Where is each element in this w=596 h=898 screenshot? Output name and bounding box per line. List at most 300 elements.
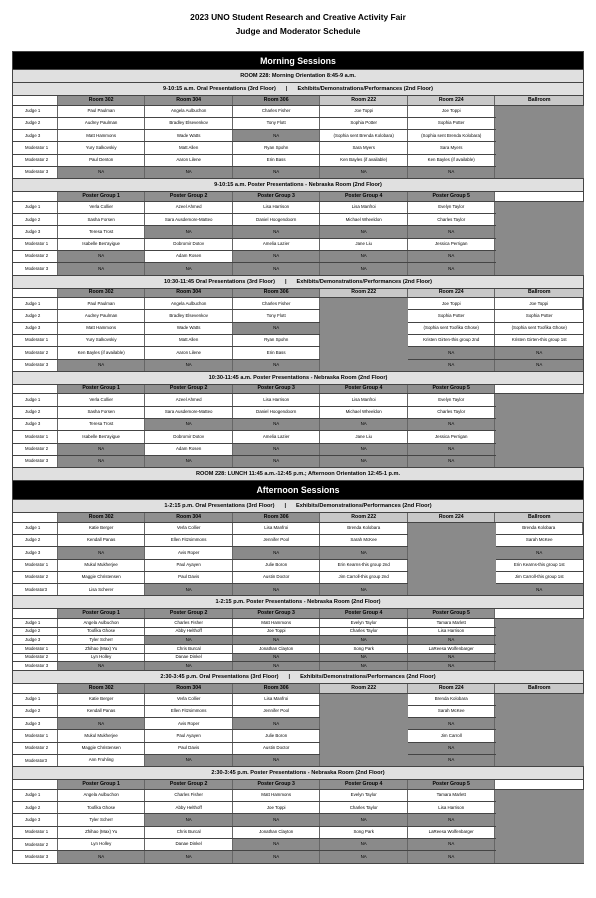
column-header: Room 306: [233, 513, 321, 522]
table-cell: NA: [233, 662, 321, 670]
heading-part: 1-2:15 p.m. Poster Presentations - Nebraska Room (2nd Floor): [215, 599, 381, 606]
table-cell: Joe Toppi: [233, 628, 321, 636]
table-cell: Evelyn Taylor: [320, 790, 408, 801]
column-header: Poster Group 5: [408, 385, 496, 394]
row-label: Moderator 2: [13, 155, 58, 166]
table-cell: Sophia Potter: [408, 310, 496, 321]
table-cell: Tyler Scherr: [58, 814, 146, 825]
table-cell: Amelia Lazier: [233, 239, 321, 250]
table-cell: Charles Taylor: [408, 407, 496, 418]
table-cell: NA: [408, 263, 496, 274]
table-cell: Lyn Holley: [58, 654, 146, 662]
table-cell: Zhihao (Max) Yu: [58, 645, 146, 653]
row-label: Judge 1: [13, 694, 58, 705]
column-header: Room 304: [145, 96, 233, 105]
table-cell: Mukul Mukherjee: [58, 730, 146, 741]
table-cell: Sarah McKee: [408, 706, 496, 717]
table-cell: NA: [145, 263, 233, 274]
column-header-row: [12, 609, 584, 619]
table-cell: NA: [408, 226, 496, 237]
column-header: Ballroom: [495, 513, 583, 522]
column-header: Room 224: [408, 289, 496, 298]
table-cell: Joe Toppi: [320, 106, 408, 117]
row-label: Judge 3: [13, 226, 58, 237]
heading-part: 2:30-3:45 p.m. Poster Presentations - Nebraska Room (2nd Floor): [211, 770, 385, 777]
document-title: 2023 UNO Student Research and Creative Activity Fair: [190, 12, 406, 22]
row-label: Moderator 3: [13, 263, 58, 274]
table-cell: Audrey Paulman: [58, 310, 146, 321]
row-label: Moderator 2: [13, 743, 58, 754]
row-label: Moderator 3: [13, 360, 58, 371]
table-cell: NA: [408, 839, 496, 850]
table-cell: NA: [320, 456, 408, 467]
table-cell: NA: [233, 456, 321, 467]
row-label: Judge 1: [13, 106, 58, 117]
column-header: Room 302: [58, 289, 146, 298]
table-cell: NA: [58, 547, 146, 558]
table-cell: NA: [145, 636, 233, 644]
table-cell: NA: [408, 167, 496, 178]
table-cell: Aaron Lilene: [145, 347, 233, 358]
table-cell: NA: [320, 851, 408, 862]
column-header: Poster Group 5: [408, 192, 496, 201]
table-cell: Dobromir Dotov: [145, 239, 233, 250]
row-label: Moderator 3: [13, 851, 58, 862]
table-cell: Charles Fisher: [145, 790, 233, 801]
table-cell: NA: [58, 662, 146, 670]
table-cell: NA: [58, 851, 146, 862]
table-cell: NA: [233, 263, 321, 274]
row-label: Moderator 1: [13, 335, 58, 346]
table-row: [12, 106, 584, 118]
heading-part: 2:30-3:45 p.m. Oral Presentations (3rd Floor): [160, 674, 279, 681]
corner-cell: [13, 385, 58, 394]
row-label: Moderator 1: [13, 827, 58, 838]
row-label: Moderator 1: [13, 239, 58, 250]
corner-cell: [13, 192, 58, 201]
heading-part: |: [285, 86, 288, 92]
column-header: Poster Group 4: [320, 192, 408, 201]
table-cell: Matt Hammons: [233, 619, 321, 627]
table-cell: NA: [58, 718, 146, 729]
empty-column-block: [496, 694, 584, 767]
column-header: Poster Group 1: [58, 609, 146, 618]
table-cell: NA: [320, 444, 408, 455]
column-header: [495, 609, 583, 618]
session-banner: Morning Sessions: [12, 51, 584, 70]
column-header: Room 302: [58, 684, 146, 693]
heading-part: 10:30-11:45 Oral Presentations (3rd Floor): [163, 278, 275, 285]
table-cell: Sarah McKee: [525, 537, 553, 543]
table-row: [12, 790, 584, 802]
table-cell: NA: [233, 636, 321, 644]
column-header: Room 302: [58, 513, 146, 522]
table-cell: Michael Wheeldon: [320, 407, 408, 418]
corner-cell: [13, 609, 58, 618]
table-cell: NA: [495, 584, 583, 595]
table-cell: NA: [233, 851, 321, 862]
table-cell: NA: [320, 226, 408, 237]
table-cell: Daniel Hoogendoorn: [233, 214, 321, 225]
column-header: Poster Group 5: [408, 780, 496, 789]
table-cell: NA: [145, 419, 233, 430]
corner-cell: [13, 684, 58, 693]
column-header: Poster Group 3: [233, 385, 321, 394]
table-cell: NA: [145, 584, 233, 595]
row-label: Judge 2: [13, 802, 58, 813]
table-cell: Sophia Potter: [408, 118, 496, 129]
table-cell: Sara Myers: [320, 142, 408, 153]
row-label: Moderator 2: [13, 347, 58, 358]
block-heading: [12, 83, 584, 96]
row-label: Moderator 3: [13, 167, 58, 178]
table-cell: Paul Paulman: [58, 106, 146, 117]
table-cell: NA: [495, 360, 583, 371]
column-header: Ballroom: [495, 96, 583, 105]
table-cell: NA: [233, 839, 321, 850]
table-cell: Charles Taylor: [320, 628, 408, 636]
empty-column-block: [408, 523, 496, 596]
row-label: Judge 3: [13, 323, 58, 334]
table-cell: NA: [320, 662, 408, 670]
table-cell: NA: [233, 547, 321, 558]
table-cell: Evelyn Taylor: [408, 394, 496, 405]
table-cell: NA: [408, 718, 496, 729]
heading-part: Exhibits/Demonstrations/Performances (2nd Floor): [296, 503, 432, 510]
empty-column-block: [496, 106, 584, 179]
table-cell: NA: [320, 251, 408, 262]
row-label: Judge 1: [13, 523, 58, 534]
empty-column-block: [496, 790, 584, 863]
table-cell: Charles Taylor: [320, 802, 408, 813]
table-cell: NA: [58, 456, 146, 467]
table-cell: Paul Ayayen: [145, 560, 233, 571]
table-cell: Sophia Potter: [525, 312, 553, 318]
table-cell: Azeel Ahmed: [145, 202, 233, 213]
table-cell: Kristen Girten-this group 1st: [511, 337, 567, 343]
table-cell: NA: [408, 743, 496, 754]
table-row: [12, 547, 584, 559]
table-row: [12, 310, 584, 322]
table-cell: Joe Toppi: [408, 298, 496, 309]
table-cell: Katie Berger: [58, 523, 146, 534]
table-cell: Jim Carroll-this group 1st: [514, 574, 564, 580]
heading-part: |: [288, 674, 291, 681]
table-cell: Sara Myers: [408, 142, 496, 153]
table-cell: Sophia Potter: [320, 118, 408, 129]
row-label: Moderator3: [13, 584, 58, 595]
table-cell: Ellen Fitzsimmons: [145, 706, 233, 717]
table-cell: Jane Liu: [320, 239, 408, 250]
table-cell: Verla Collier: [145, 523, 233, 534]
table-cell: Zhihao (Max) Yu: [58, 827, 146, 838]
corner-cell: [13, 513, 58, 522]
table-cell: NA: [320, 814, 408, 825]
table-cell: NA: [145, 167, 233, 178]
table-cell: Daniel Hoogendoorn: [233, 407, 321, 418]
table-cell: NA: [320, 654, 408, 662]
table-cell: Sara Ausdemore-Matteo: [145, 214, 233, 225]
table-cell: Bradley Elsevenkov: [145, 118, 233, 129]
table-cell: Brenda Kolobara: [495, 523, 583, 534]
table-cell: Jim Carroll: [408, 730, 496, 741]
table-cell: Yury Salkovskiy: [58, 142, 146, 153]
table-cell: Erin Bass: [233, 347, 321, 358]
row-label: Moderator 1: [13, 645, 58, 653]
table-cell: Paul Davis: [145, 743, 233, 754]
table-row: [12, 347, 584, 359]
table-row: [12, 298, 584, 310]
column-header-row: [12, 513, 584, 523]
table-row: [12, 535, 584, 547]
table-cell: Abby Helthoff: [145, 628, 233, 636]
table-cell: Matt Hammons: [233, 790, 321, 801]
column-header: Poster Group 4: [320, 385, 408, 394]
table-cell: Lisa Harrison: [408, 628, 496, 636]
table-cell: NA: [233, 226, 321, 237]
table-cell: Danae Dinkel: [145, 654, 233, 662]
block-heading: [12, 276, 584, 289]
heading-part: 9-10:15 a.m. Poster Presentations - Nebraska Room (2nd Floor): [214, 182, 382, 189]
table-cell: Teresa Trost: [58, 226, 146, 237]
column-header-row: [12, 289, 584, 299]
table-cell: Avis Roper: [145, 547, 233, 558]
table-cell: Lyn Holley: [58, 839, 146, 850]
table-cell: Wade Watts: [145, 130, 233, 141]
table-cell: Evelyn Taylor: [320, 619, 408, 627]
table-cell: NA: [233, 251, 321, 262]
column-header: Poster Group 2: [145, 385, 233, 394]
table-cell: Adam Rosen: [145, 251, 233, 262]
table-cell: Chris Burcal: [145, 645, 233, 653]
table-cell: Charles Taylor: [408, 214, 496, 225]
table-cell: NA: [320, 584, 408, 595]
table-cell: NA: [320, 167, 408, 178]
schedule-note: ROOM 228: Morning Orientation 8:45-9 a.m.: [12, 70, 584, 83]
document-subtitle: Judge and Moderator Schedule: [235, 26, 361, 36]
table-cell: Charles Fisher: [145, 619, 233, 627]
column-header: Poster Group 1: [58, 385, 146, 394]
block-heading: [12, 500, 584, 513]
column-header: Poster Group 2: [145, 609, 233, 618]
table-cell: (Sophia sent Brenda Kolobara): [320, 130, 408, 141]
table-cell: NA: [58, 444, 146, 455]
column-header: Room 302: [58, 96, 146, 105]
table-cell: Jessica Perrigan: [408, 239, 496, 250]
table-cell: NA: [145, 662, 233, 670]
row-label: Moderator 2: [13, 654, 58, 662]
block-heading: [12, 767, 584, 780]
table-row: [12, 619, 584, 628]
table-cell: NA: [233, 419, 321, 430]
table-cell: Matt Allen: [145, 335, 233, 346]
table-cell: NA: [408, 251, 496, 262]
table-cell: Austin Doctor: [233, 743, 321, 754]
table-cell: Lisa Harrison: [233, 202, 321, 213]
table-cell: Lisa Manfroi: [320, 202, 408, 213]
corner-cell: [13, 289, 58, 298]
row-label: Judge 1: [13, 298, 58, 309]
heading-part: Exhibits/Demonstrations/Performances (2nd Floor): [296, 278, 433, 285]
session-banner: Afternoon Sessions: [12, 481, 584, 500]
table-cell: NA: [408, 814, 496, 825]
empty-column-block: [320, 298, 408, 371]
table-cell: NA: [233, 755, 321, 766]
empty-column-block: [496, 394, 584, 467]
table-cell: Paul Davis: [145, 572, 233, 583]
table-cell: Matt Allen: [145, 142, 233, 153]
table-cell: Verla Collier: [145, 694, 233, 705]
row-label: Judge 2: [13, 118, 58, 129]
table-cell: Katie Berger: [58, 694, 146, 705]
table-cell: Lisa Manfroi: [233, 694, 321, 705]
table-cell: Sara Ausdemore-Matteo: [145, 407, 233, 418]
table-cell: NA: [408, 444, 496, 455]
column-header-row: [12, 192, 584, 202]
column-header-row: [12, 385, 584, 395]
table-cell: Lisa Harrison: [408, 802, 496, 813]
table-cell: Angela Aulbuchon: [145, 106, 233, 117]
row-label: Judge 2: [13, 310, 58, 321]
heading-part: 9-10:15 a.m. Oral Presentations (3rd Floor): [163, 86, 276, 92]
column-header: Room 304: [145, 513, 233, 522]
table-cell: NA: [320, 547, 408, 558]
table-cell: Dobromir Dotov: [145, 431, 233, 442]
table-cell: Joe Toppi: [233, 802, 321, 813]
table-cell: NA: [408, 662, 496, 670]
row-label: Judge 2: [13, 214, 58, 225]
row-label: Moderator 2: [13, 251, 58, 262]
table-cell: NA: [408, 347, 496, 358]
table-cell: Toofika Ghose: [58, 628, 146, 636]
table-cell: NA: [233, 323, 321, 334]
row-label: Judge 3: [13, 419, 58, 430]
column-header: Poster Group 1: [58, 192, 146, 201]
row-label: Moderator 2: [13, 839, 58, 850]
column-header: Poster Group 4: [320, 609, 408, 618]
column-header: [495, 780, 583, 789]
row-label: Judge 1: [13, 619, 58, 627]
table-cell: Verla Collier: [58, 202, 146, 213]
row-label: Moderator3: [13, 755, 58, 766]
table-cell: Jim Carroll-this group 2nd: [320, 572, 408, 583]
table-cell: Matt Hammons: [58, 130, 146, 141]
table-cell: Kristen Girten-this group 2nd: [408, 335, 496, 346]
table-cell: Chris Burcal: [145, 827, 233, 838]
table-cell: NA: [320, 419, 408, 430]
table-cell: LaReesa Wolfenbarger: [408, 827, 496, 838]
column-header: [495, 385, 583, 394]
column-header: Ballroom: [495, 684, 583, 693]
column-header-row: [12, 684, 584, 694]
column-header: Room 224: [408, 684, 496, 693]
table-cell: NA: [495, 347, 583, 358]
table-cell: Lisa Harrison: [233, 394, 321, 405]
table-cell: Angela Aulbuchon: [58, 619, 146, 627]
table-cell: NA: [145, 851, 233, 862]
table-row: [12, 572, 584, 584]
table-cell: Song Park: [320, 827, 408, 838]
column-header: Poster Group 3: [233, 609, 321, 618]
table-cell: Adam Rosen: [145, 444, 233, 455]
table-cell: Maggie Christensen: [58, 572, 146, 583]
empty-column-block: [320, 694, 408, 767]
table-cell: Erin Bass: [233, 155, 321, 166]
column-header: Poster Group 2: [145, 192, 233, 201]
schedule-note: ROOM 228: LUNCH 11:45 a.m.-12:45 p.m.; Afternoon Orientation 12:45-1 p.m.: [12, 468, 584, 481]
row-label: Moderator 1: [13, 730, 58, 741]
row-label: Moderator 3: [13, 662, 58, 670]
table-cell: Tamara Marlett: [408, 790, 496, 801]
table-cell: Sarah McKee: [320, 535, 408, 546]
table-cell: Joe Toppi: [408, 106, 496, 117]
block-heading: [12, 671, 584, 684]
row-label: Moderator 3: [13, 456, 58, 467]
table-cell: NA: [233, 814, 321, 825]
table-cell: NA: [58, 251, 146, 262]
column-header: Room 222: [320, 96, 408, 105]
table-cell: (Sophia sent Toofika Ghose): [511, 325, 567, 331]
empty-column-block: [496, 619, 584, 670]
table-cell: Song Park: [320, 645, 408, 653]
table-cell: NA: [58, 167, 146, 178]
column-header: Poster Group 2: [145, 780, 233, 789]
table-cell: Charles Fisher: [233, 298, 321, 309]
table-cell: Brenda Kolobara: [320, 523, 408, 534]
corner-cell: [13, 780, 58, 789]
table-cell: NA: [233, 360, 321, 371]
table-cell: Amelia Lazier: [233, 431, 321, 442]
heading-part: |: [284, 278, 287, 285]
table-cell: Jonathan Clayton: [233, 645, 321, 653]
table-cell: Danae Dinkel: [145, 839, 233, 850]
table-cell: Lisa Manfroi: [320, 394, 408, 405]
table-row: [12, 360, 584, 372]
row-label: Judge 2: [13, 706, 58, 717]
table-cell: LaReesa Wolfenbarger: [408, 645, 496, 653]
table-cell: Tony Flott: [233, 118, 321, 129]
table-cell: Ken Bayles (if available): [408, 155, 496, 166]
row-label: Judge 3: [13, 636, 58, 644]
column-header: Poster Group 5: [408, 609, 496, 618]
table-cell: Toofika Ghose: [58, 802, 146, 813]
table-cell: Lisa Manfroi: [233, 523, 321, 534]
block-heading: [12, 179, 584, 192]
table-cell: NA: [408, 654, 496, 662]
row-label: Moderator 2: [13, 444, 58, 455]
table-cell: Sasha Forsen: [58, 214, 146, 225]
table-cell: Yury Salkovskiy: [58, 335, 146, 346]
table-cell: Jennifer Pool: [233, 706, 321, 717]
table-cell: Ryan Spohn: [233, 335, 321, 346]
table-cell: (Sophia sent Brenda Kolobara): [408, 130, 496, 141]
table-cell: NA: [408, 419, 496, 430]
column-header: Poster Group 4: [320, 780, 408, 789]
table-cell: NA: [58, 263, 146, 274]
column-header: Room 222: [320, 289, 408, 298]
table-cell: Matt Hammons: [58, 323, 146, 334]
table-cell: NA: [233, 167, 321, 178]
column-header: Room 304: [145, 289, 233, 298]
table-cell: (Sophia sent Toofika Ghose): [408, 323, 496, 334]
table-cell: NA: [408, 360, 496, 371]
table-cell: Teresa Trost: [58, 419, 146, 430]
row-label: Judge 2: [13, 535, 58, 546]
row-label: Judge 2: [13, 628, 58, 636]
heading-part: Exhibits/Demonstrations/Performances (2nd Floor): [300, 674, 436, 681]
row-label: Judge 3: [13, 814, 58, 825]
table-cell: Jane Liu: [320, 431, 408, 442]
